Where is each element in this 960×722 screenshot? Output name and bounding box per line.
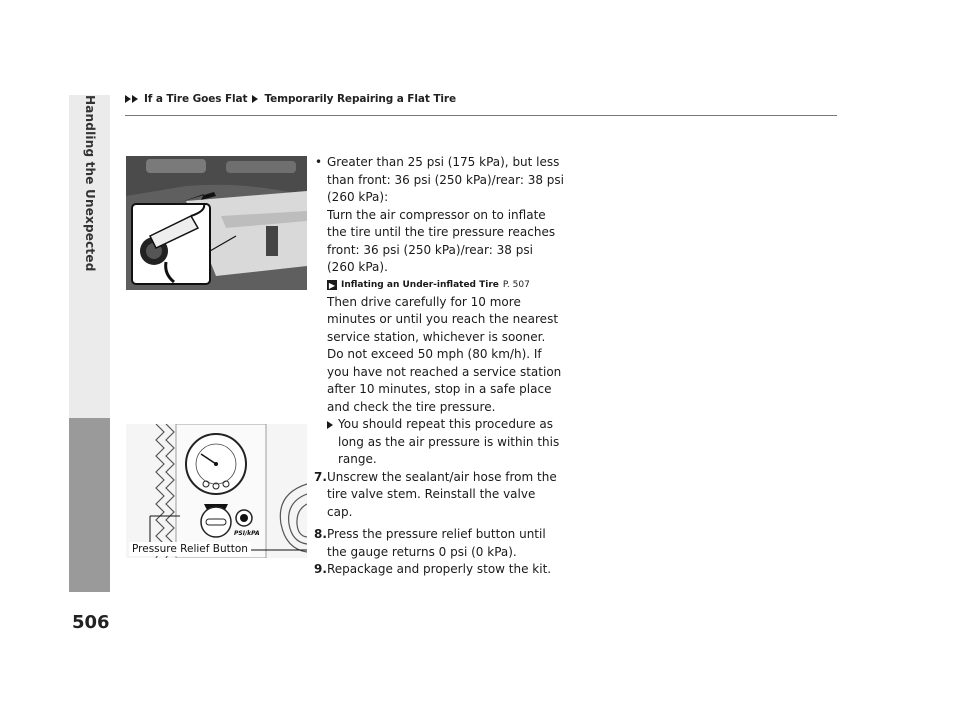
step-item — [314, 469, 564, 522]
side-tab-label: Handling the Unexpected — [83, 95, 97, 272]
breadcrumb-arrow-icon — [125, 95, 131, 103]
cross-reference[interactable] — [327, 279, 564, 292]
bullet-text: Greater than 25 psi (175 kPa), but less than front: 36 psi (250 kPa)/rear: 38 psi (260 kPa): — [327, 155, 564, 204]
figure-valve-connection — [126, 156, 307, 290]
breadcrumb-level2[interactable]: Temporarily Repairing a Flat Tire — [264, 93, 457, 105]
instructions — [314, 154, 564, 579]
step-number: 7. — [314, 469, 327, 484]
paragraph: Then drive carefully for 10 more minutes or until you reach the nearest service station, whichever is sooner. Do not exceed 50 mph (80 km/h). If you have not reached a service station after 10 minutes, stop in a safe place and check the tire pressure. — [327, 294, 562, 414]
step-text: Press the pressure relief button until the gauge returns 0 psi (0 kPa). — [327, 527, 546, 559]
page-number: 506 — [72, 612, 110, 633]
reference-page[interactable]: P. 507 — [502, 279, 530, 290]
note-text: You should repeat this procedure as long as the air pressure is within this range. — [338, 417, 560, 466]
reference-arrow-icon: ▶ — [328, 280, 336, 290]
step-text: Unscrew the sealant/air hose from the tire valve stem. Reinstall the valve cap. — [327, 469, 557, 519]
figure-pressure-gauge — [126, 424, 307, 558]
bullet-item — [314, 154, 564, 207]
paragraph: Turn the air compressor on to inflate the tire until the tire pressure reaches front: 36 psi (250 kPa)/rear: 38 psi (260 kPa). — [327, 207, 556, 274]
note — [314, 416, 564, 469]
figure-caption: Pressure Relief Button — [129, 542, 251, 556]
breadcrumb-arrow-icon — [132, 95, 138, 103]
valve-illustration — [126, 156, 307, 290]
breadcrumb — [125, 93, 456, 105]
reference-title[interactable]: Inflating an Under-inflated Tire — [341, 279, 499, 290]
breadcrumb-arrow-icon — [252, 95, 258, 103]
note-arrow-icon — [327, 421, 333, 429]
gauge-illustration — [126, 424, 307, 558]
bullet-icon: • — [315, 155, 323, 169]
gauge-unit-label: PSI/kPA — [234, 530, 260, 537]
step-number: 9. — [314, 562, 327, 576]
step-text: Repackage and properly stow the kit. — [327, 562, 552, 576]
step-item — [314, 561, 564, 579]
step-item — [314, 526, 564, 561]
side-tab-marker — [69, 418, 110, 592]
header-rule — [125, 115, 837, 116]
step-number: 8. — [314, 527, 327, 541]
breadcrumb-level1[interactable]: If a Tire Goes Flat — [144, 93, 248, 105]
